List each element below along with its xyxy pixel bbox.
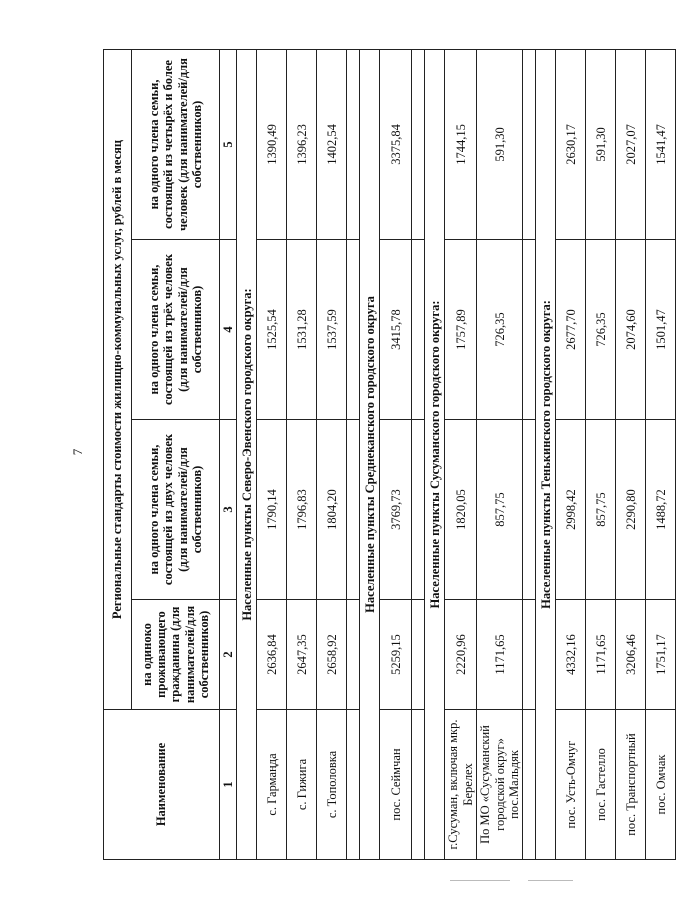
cost-value: 1757,89: [445, 240, 477, 420]
cost-value: 2658,92: [317, 600, 347, 710]
cost-value: 2027,07: [616, 49, 646, 239]
column-number: 4: [220, 240, 237, 420]
cost-value: 2636,84: [257, 600, 287, 710]
spacer-cell: [523, 600, 536, 710]
page-number: 7: [70, 448, 85, 456]
section-title: Населенные пункты Северо-Эвенского городского округа:: [237, 49, 257, 859]
cost-value: 857,75: [477, 420, 523, 600]
settlement-name: пос. Омчак: [646, 710, 676, 860]
cost-value: 1501,47: [646, 240, 676, 420]
column-header-single: на одиноко проживающего гражданина (для нанимателей/для собственников): [132, 600, 220, 710]
column-header-four-plus: на одного члена семьи, состоящей из четырёх и более человек (для нанимателей/для собственников): [132, 49, 220, 239]
table-row: [477, 49, 523, 859]
cost-value: 1790,14: [257, 420, 287, 600]
column-number: 1: [220, 710, 237, 860]
spacer-cell: [412, 240, 425, 420]
cost-value: 591,30: [586, 49, 616, 239]
housing-cost-standards-table: [103, 49, 676, 860]
column-header-two-person: на одного члена семьи, состоящей из двух человек (для нанимателей/для собственников): [132, 420, 220, 600]
table-title-row: [104, 49, 132, 859]
cost-value: 1525,54: [257, 240, 287, 420]
spacer-cell: [347, 49, 360, 239]
spacer-cell: [523, 420, 536, 600]
cost-value: 2647,35: [287, 600, 317, 710]
cost-value: 4332,16: [556, 600, 586, 710]
cost-value: 1804,20: [317, 420, 347, 600]
spacer-cell: [412, 49, 425, 239]
cost-value: 1171,65: [477, 600, 523, 710]
cost-value: 726,35: [586, 240, 616, 420]
settlement-name: По МО «Сусуманский городской округ» пос.Мальдяк: [477, 710, 523, 860]
spacer-cell: [412, 600, 425, 710]
column-header-name: Наименование: [104, 710, 220, 860]
column-number: 2: [220, 600, 237, 710]
table-row: [586, 49, 616, 859]
settlement-name: пос. Усть-Омчуг: [556, 710, 586, 860]
cost-value: 3769,73: [380, 420, 412, 600]
spacer-cell: [347, 420, 360, 600]
section-header-row: [237, 49, 257, 859]
table-row: [445, 49, 477, 859]
cost-value: 1531,28: [287, 240, 317, 420]
table-row: [287, 49, 317, 859]
cost-value: 1402,54: [317, 49, 347, 239]
cost-value: 1488,72: [646, 420, 676, 600]
column-number: 3: [220, 420, 237, 600]
section-header-row: [360, 49, 380, 859]
spacer-cell: [523, 240, 536, 420]
spacer-cell: [523, 710, 536, 860]
settlement-name: г.Сусуман, включая мкр. Берелех: [445, 710, 477, 860]
cost-value: 2998,42: [556, 420, 586, 600]
cost-value: 5259,15: [380, 600, 412, 710]
spacer-cell: [412, 710, 425, 860]
table-row: [616, 49, 646, 859]
column-number: 5: [220, 49, 237, 239]
settlement-name: пос. Транспортный: [616, 710, 646, 860]
cost-value: 2290,80: [616, 420, 646, 600]
scan-artifact-line: [528, 880, 573, 881]
spacer-cell: [523, 49, 536, 239]
section-header-row: [536, 49, 556, 859]
cost-value: 1396,23: [287, 49, 317, 239]
column-numbers-row: [220, 49, 237, 859]
scan-artifact-line: [450, 880, 510, 881]
rotated-table-container: [103, 50, 668, 860]
cost-value: 1537,59: [317, 240, 347, 420]
cost-value: 3415,78: [380, 240, 412, 420]
settlement-name: пос. Гастелло: [586, 710, 616, 860]
spacer-cell: [347, 710, 360, 860]
table-row: [257, 49, 287, 859]
cost-value: 726,35: [477, 240, 523, 420]
spacer-row: [523, 49, 536, 859]
spacer-cell: [347, 240, 360, 420]
table-row: [646, 49, 676, 859]
cost-value: 2220,96: [445, 600, 477, 710]
column-header-three-person: на одного члена семьи, состоящей из трёх человек (для нанимателей/для собственников): [132, 240, 220, 420]
table-row: [556, 49, 586, 859]
table-row: [317, 49, 347, 859]
spacer-cell: [347, 600, 360, 710]
cost-value: 3206,46: [616, 600, 646, 710]
cost-value: 1390,49: [257, 49, 287, 239]
table-row: [380, 49, 412, 859]
cost-value: 1541,47: [646, 49, 676, 239]
settlement-name: с. Тополовка: [317, 710, 347, 860]
cost-value: 2677,70: [556, 240, 586, 420]
section-title: Населенные пункты Среднеканского городского округа: [360, 49, 380, 859]
spacer-row: [347, 49, 360, 859]
cost-value: 1751,17: [646, 600, 676, 710]
settlement-name: пос. Сеймчан: [380, 710, 412, 860]
cost-value: 1796,83: [287, 420, 317, 600]
spacer-cell: [412, 420, 425, 600]
cost-value: 2630,17: [556, 49, 586, 239]
settlement-name: с. Гармаңда: [257, 710, 287, 860]
section-title: Населенные пункты Сусуманского городского округа:: [425, 49, 445, 859]
cost-value: 3375,84: [380, 49, 412, 239]
cost-value: 1171,65: [586, 600, 616, 710]
cost-value: 1820,05: [445, 420, 477, 600]
cost-value: 1744,15: [445, 49, 477, 239]
settlement-name: с. Гижига: [287, 710, 317, 860]
cost-value: 591,30: [477, 49, 523, 239]
section-header-row: [425, 49, 445, 859]
spacer-row: [412, 49, 425, 859]
cost-value: 2074,60: [616, 240, 646, 420]
section-title: Населенные пункты Тенькинского городского округа:: [536, 49, 556, 859]
cost-value: 857,75: [586, 420, 616, 600]
table-title: Региональные стандарты стоимости жилищно-коммунальных услуг, рублей в месяц: [104, 49, 132, 709]
